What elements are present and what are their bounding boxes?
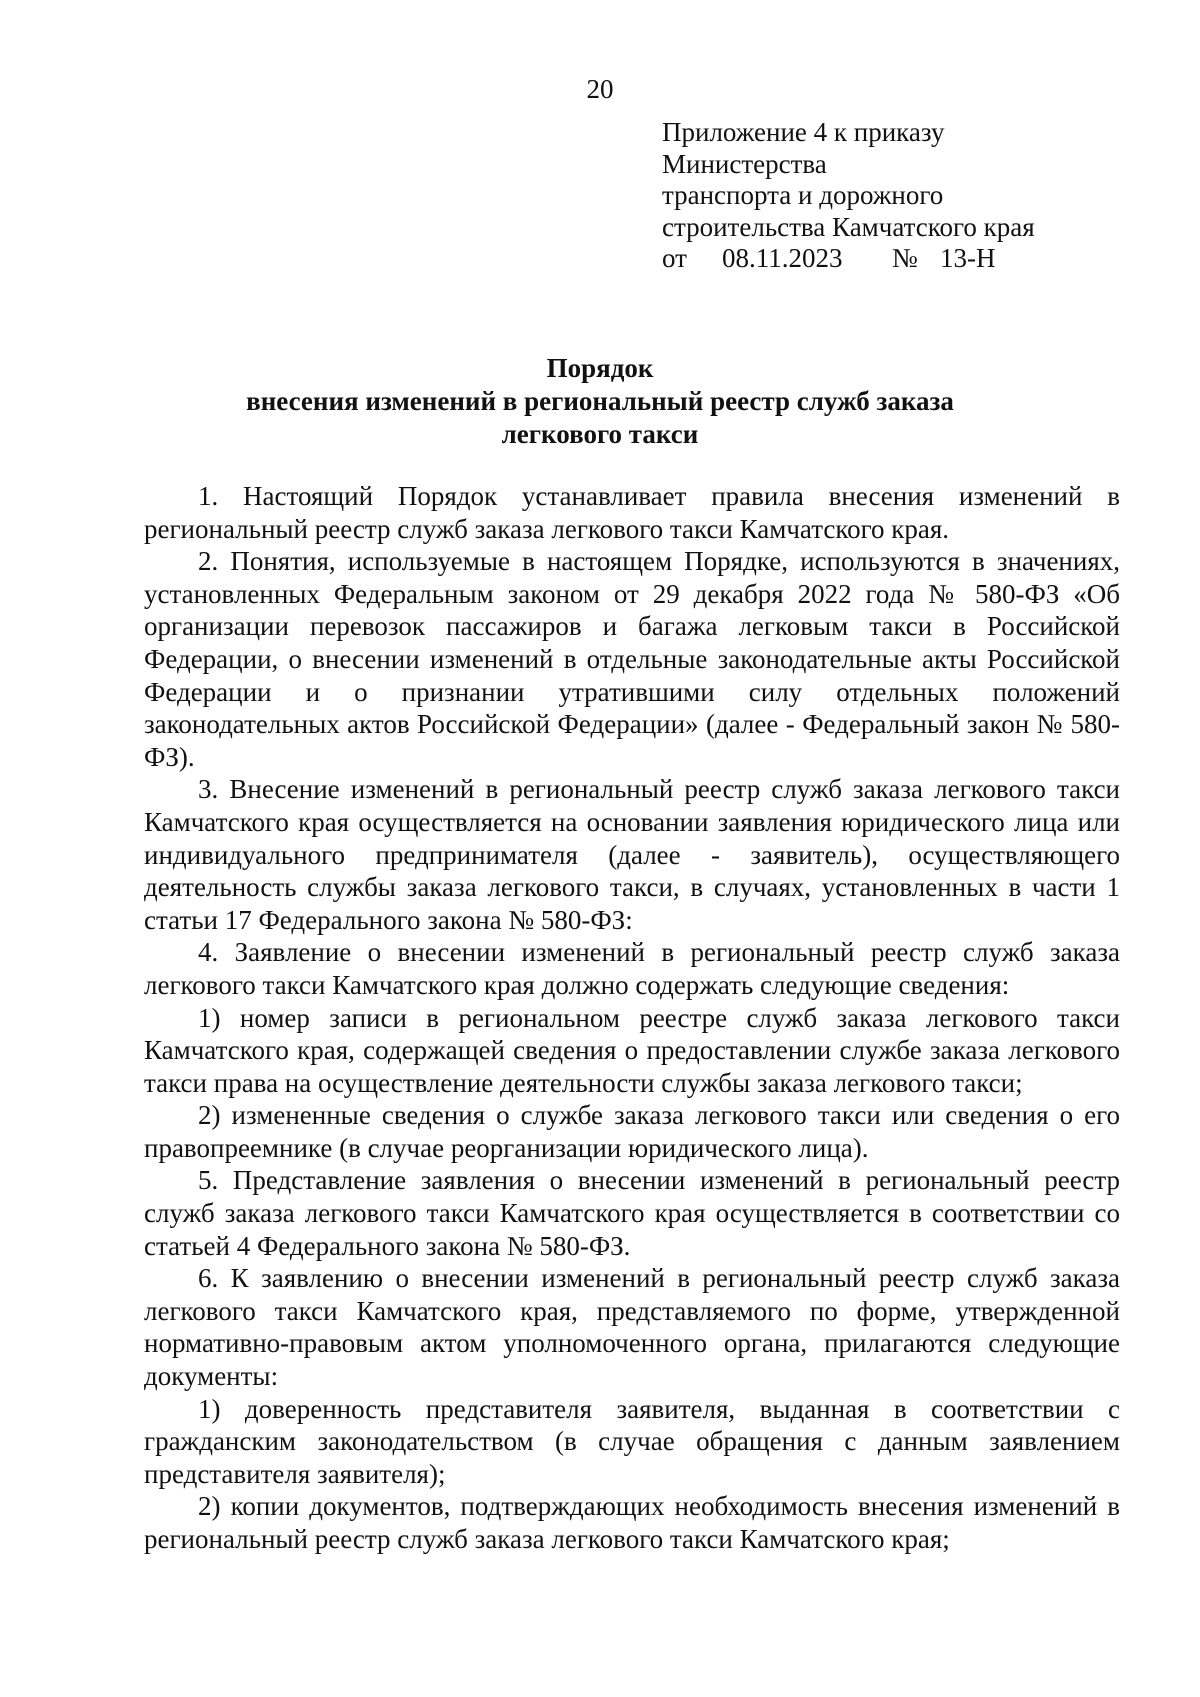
order-date: 08.11.2023 xyxy=(722,243,843,273)
document-title xyxy=(0,352,1200,451)
title-line-1: Порядок xyxy=(546,353,654,383)
appendix-line-2: Министерства xyxy=(662,148,827,179)
appendix-block xyxy=(662,117,1122,275)
paragraph-2: 2. Понятия, используемые в настоящем Порядке, используются в значениях, установленных Федеральным законом от 29 декабря 2022 года № 580-ФЗ «Об организации перевозок пассажиров и багажа легковым такси в Российской Федерации, о внесении изменений в отдельные законодательные акты Российской Федерации и о признании утратившими силу отдельных положений законодательных актов Российской Федерации» (далее - Федеральный закон № 580-ФЗ). xyxy=(144,546,1120,772)
document-body xyxy=(144,480,1120,1556)
order-from-label: от xyxy=(662,243,687,273)
page-number: 20 xyxy=(586,74,614,104)
paragraph-3: 3. Внесение изменений в региональный реестр служб заказа легкового такси Камчатского края осуществляется на основании заявления юридического лица или индивидуального предпринимателя (далее - заявитель), осуществляющего деятельность службы заказа легкового такси, в случаях, установленных в части 1 статьи 17 Федерального закона № 580-ФЗ: xyxy=(144,774,1120,935)
paragraph-6: 6. К заявлению о внесении изменений в региональный реестр служб заказа легкового такси Камчатского края, представляемого по форме, утвержденной нормативно-правовым актом уполномоченного органа, прилагаются следующие документы: xyxy=(144,1263,1120,1392)
appendix-line-1: Приложение 4 к приказу xyxy=(662,117,945,147)
order-number-sign: № xyxy=(892,243,918,273)
paragraph-4-item-1: 1) номер записи в региональном реестре служб заказа легкового такси Камчатского края, содержащей сведения о предоставлении службе заказа легкового такси права на осуществление деятельности службы заказа легкового такси; xyxy=(144,1002,1120,1098)
appendix-line-4: строительства Камчатского края xyxy=(662,211,1035,242)
paragraph-5: 5. Представление заявления о внесении изменений в региональный реестр служб заказа легкового такси Камчатского края осуществляется в соответствии со статьей 4 Федерального закона № 580-ФЗ. xyxy=(144,1165,1120,1261)
paragraph-4: 4. Заявление о внесении изменений в региональный реестр служб заказа легкового такси Камчатского края должно содержать следующие сведения: xyxy=(144,937,1120,1000)
paragraph-6-item-2: 2) копии документов, подтверждающих необходимость внесения изменений в региональный реестр служб заказа легкового такси Камчатского края; xyxy=(144,1491,1120,1554)
title-line-2: внесения изменений в региональный реестр служб заказа xyxy=(246,386,954,416)
appendix-line-3: транспорта и дорожного xyxy=(662,180,944,210)
title-line-3: легкового такси xyxy=(501,419,699,449)
paragraph-6-item-1: 1) доверенность представителя заявителя, выданная в соответствии с гражданским законодательством (в случае обращения с данным заявлением представителя заявителя); xyxy=(144,1393,1120,1489)
paragraph-1: 1. Настоящий Порядок устанавливает правила внесения изменений в региональный реестр служб заказа легкового такси Камчатского края. xyxy=(144,481,1120,544)
order-number: 13-Н xyxy=(940,243,996,273)
order-reference xyxy=(662,243,1122,275)
paragraph-4-item-2: 2) измененные сведения о службе заказа легкового такси или сведения о его правопреемнике (в случае реорганизации юридического лица). xyxy=(144,1100,1120,1163)
